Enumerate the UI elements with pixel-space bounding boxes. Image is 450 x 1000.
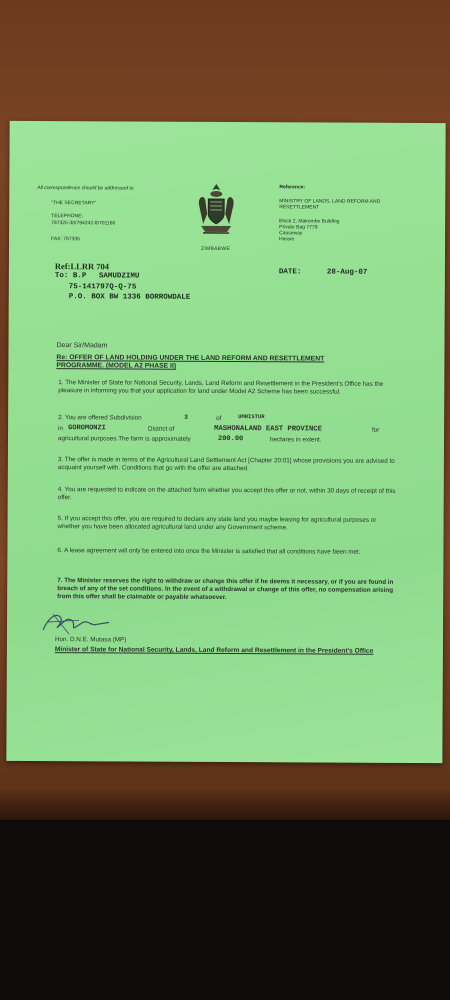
recipient-initials: To: B.P (54, 272, 87, 281)
paragraph-4: 4. You are requested to indicate on the attached form whether you accept this offer or not, within 30 days of receipt of this offer. (57, 486, 396, 502)
paragraph-1: 1. The Minister of State for National Security, Lands, Land Reform and Resettlement in the President's Office has the pleasure in informing you that your application for land under Model A2 Scheme has been successful. (58, 379, 384, 396)
date-value: 28-Aug-07 (326, 268, 368, 277)
subdivision-number: 3 (184, 413, 188, 421)
salutation: Dear Sir/Madam (56, 342, 108, 350)
paragraph-5: 5. If you accept this offer, you are required to declare any state land you maybe leasing for agricultural purposes or whether you have been allocated agricultural land under any Government scheme. (57, 515, 377, 532)
address-line-1: Block 2, Makombe Building (279, 218, 340, 225)
letter-document (6, 121, 445, 763)
signatory-name: Hon. D.N.E. Mutasa (MP) (54, 636, 127, 644)
paragraph-2-intro: 2. You are offered Subdivision (58, 414, 142, 422)
recipient-name: SAMUDZIMU (98, 272, 140, 281)
paragraph-6: 6. A lease agreement will only be entered into once the Minister is satisfied that all conditions have been met. (57, 547, 361, 556)
paragraph-3: 3. The offer is made in terms of the Agricultural Land Settlement Act [Chapter 20:01] whose provisions you are advised to acquaint yourself with. Conditions that go with the offer are attached. (57, 456, 395, 473)
hectares-label: hectares in extent. (269, 436, 322, 444)
district-of: District of (148, 425, 175, 433)
for-word: for (372, 426, 380, 434)
farm-name: UMRISTUR (238, 413, 265, 421)
paragraph-7: 7. The Minister reserves the right to withdraw or change this offer if he deems it necessary, or if you are found in breach of any of the set conditions. In the event of a withdrawal or change of this offer, no compensation arising from this offer shall be claimable or payable whatsoever. (57, 577, 394, 602)
fax-number: FAX: 797335 (51, 236, 80, 243)
date-label: DATE: (278, 268, 302, 277)
reference-label: Reference: (279, 184, 306, 191)
ref-number: Ref:LLRR 704 (54, 261, 110, 272)
recipient-id: 75-141797Q-Q-75 (68, 283, 137, 292)
signatory-title: Minister of State for National Security, Lands, Land Reform and Resettlement in the President's Office (54, 646, 374, 655)
address-line-4: Harare (279, 236, 295, 243)
ministry-name: MINISTRY OF LANDS, LAND REFORM AND RESETTLEMENT (279, 198, 381, 211)
address-line-2: Private Bag 7779 (279, 224, 318, 231)
address-line-3: Causeway (279, 230, 303, 237)
secretary-line: "THE SECRETARY" (51, 200, 97, 207)
signature-image (39, 608, 129, 638)
province-name: MASHONALAND EAST PROVINCE (214, 424, 322, 434)
coat-of-arms-emblem (191, 180, 241, 244)
floor (0, 820, 450, 1000)
place-name: GOROMONZI (68, 424, 106, 433)
hectares-value: 200.00 (217, 434, 244, 444)
correspondence-note: All correspondence should be addressed to (37, 185, 134, 192)
paragraph-2-extent: agricultural purposes.The farm is approximately (57, 435, 191, 443)
of-word: of (216, 414, 222, 422)
country-label: ZIMBABWE (200, 245, 231, 253)
telephone-label: TELEPHONE: (51, 213, 83, 220)
table-edge (0, 790, 450, 820)
subject-line: Re: OFFER OF LAND HOLDING UNDER THE LAND REFORM AND RESETTLEMENT PROGRAMME. (MODEL A2 PHASE II) (56, 354, 325, 370)
telephone-number: 797325-30/794242-8/701166 (51, 220, 116, 227)
in-word: in (58, 425, 63, 433)
recipient-address: P.O. BOX BW 1336 BORROWDALE (68, 293, 191, 302)
